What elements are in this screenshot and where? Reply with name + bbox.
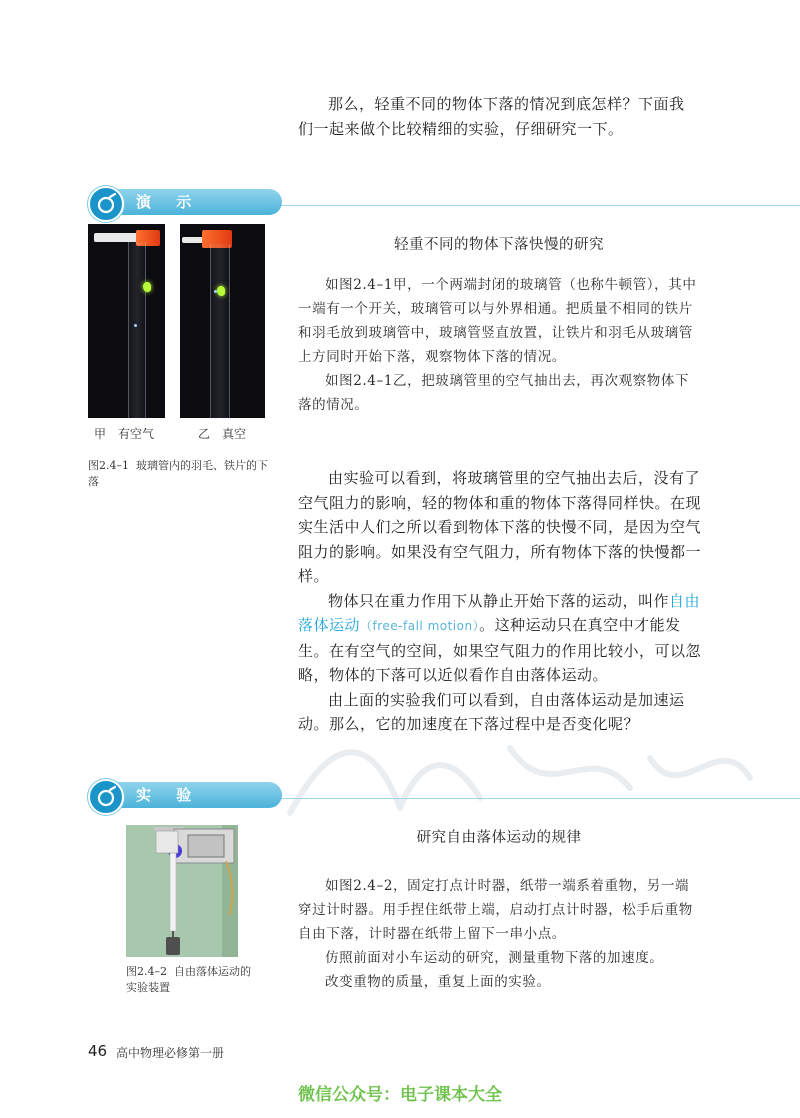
fig2-caption-number: 图2.4–2 bbox=[126, 965, 167, 978]
experiment-banner bbox=[88, 779, 800, 809]
fig2-caption bbox=[126, 964, 258, 996]
promo-text: 微信公众号：电子课本大全 bbox=[298, 1085, 502, 1105]
fig1-caption-number: 图2.4–1 bbox=[88, 459, 129, 472]
body-p2-after: 。这种运动只在真空中才能发生。在有空气的空间，如果空气阻力的作用比较小，可以忽略，物体的下落可以近似看作自由落体运动。 bbox=[298, 616, 702, 684]
experiment-paragraph-1: 如图2.4–2，固定打点计时器，纸带一端系着重物，另一端穿过计时器。用手捏住纸带上端，启动打点计时器，松手后重物自由下落，计时器在纸带上留下一串小点。 bbox=[298, 878, 693, 942]
experiment-paragraph-3: 改变重物的质量，重复上面的实验。 bbox=[325, 974, 551, 990]
demo-paragraph-2: 如图2.4–1乙，把玻璃管里的空气抽出去，再次观察物体下落的情况。 bbox=[298, 373, 690, 413]
iron-piece-icon bbox=[214, 290, 217, 293]
iron-piece-icon bbox=[134, 324, 137, 327]
banner-emblem-icon bbox=[88, 186, 124, 222]
banner-emblem-icon bbox=[88, 779, 124, 815]
intro-line-2: 们一起来做个比较精细的实验，仔细研究一下。 bbox=[298, 119, 624, 138]
intro-line-1: 那么，轻重不同的物体下落的情况到底怎样？下面我 bbox=[328, 95, 685, 113]
fig1-label-b: 乙 真空 bbox=[198, 427, 247, 441]
feather-icon bbox=[143, 282, 151, 292]
demo-title: 轻重不同的物体下落快慢的研究 bbox=[394, 237, 604, 253]
body-paragraph-1: 由实验可以看到，将玻璃管里的空气抽出去后，没有了空气阻力的影响，轻的物体和重的物体下落得同样快。在现实生活中人们之所以看到物体下落的快慢不同，是因为空气阻力的影响。如果没有空气阻力，所有物体下落的快慢都一样。 bbox=[298, 469, 702, 585]
fig2-caption-text: 自由落体运动的实验装置 bbox=[126, 965, 251, 994]
experiment-paragraph-2: 仿照前面对小车运动的研究，测量重物下落的加速度。 bbox=[325, 950, 664, 966]
photo-apparatus bbox=[126, 825, 238, 957]
body-paragraph-3: 由上面的实验我们可以看到，自由落体运动是加速运动。那么，它的加速度在下落过程中是否变化呢？ bbox=[298, 690, 685, 733]
body-p2-before: 物体只在重力作用下从静止开始下落的运动，叫作 bbox=[328, 591, 670, 610]
apparatus-drawing bbox=[126, 825, 238, 957]
feather-icon bbox=[217, 286, 225, 296]
intro-paragraph bbox=[298, 92, 708, 141]
fig1-caption-text: 玻璃管内的羽毛、铁片的下落 bbox=[88, 459, 268, 488]
term-free-fall-english: （free-fall motion） bbox=[360, 619, 480, 633]
experiment-text bbox=[298, 874, 702, 994]
demo-text bbox=[298, 273, 702, 417]
book-title: 高中物理必修第一册 bbox=[116, 1046, 225, 1060]
page-number: 46 bbox=[88, 1042, 108, 1060]
fig1-caption bbox=[88, 458, 276, 490]
fig1-label-a: 甲 有空气 bbox=[94, 427, 155, 441]
body-text bbox=[298, 466, 702, 737]
demo-banner bbox=[88, 186, 800, 216]
experiment-title: 研究自由落体运动的规律 bbox=[416, 830, 582, 846]
photo-tube-vacuum bbox=[180, 224, 265, 418]
body-paragraph-2 bbox=[298, 589, 702, 688]
photo-tube-with-air bbox=[88, 224, 165, 418]
term-free-fall: 自由落体运动 bbox=[298, 591, 701, 634]
demo-banner-label: 演 示 bbox=[136, 193, 202, 211]
experiment-banner-label: 实 验 bbox=[136, 786, 202, 804]
demo-paragraph-1: 如图2.4–1甲，一个两端封闭的玻璃管（也称牛顿管），其中一端有一个开关，玻璃管可以与外界相通。把质量不相同的铁片和羽毛放到玻璃管中，玻璃管竖直放置，让铁片和羽毛从玻璃管上方同时开始下落，观察物体下落的情况。 bbox=[298, 277, 697, 365]
